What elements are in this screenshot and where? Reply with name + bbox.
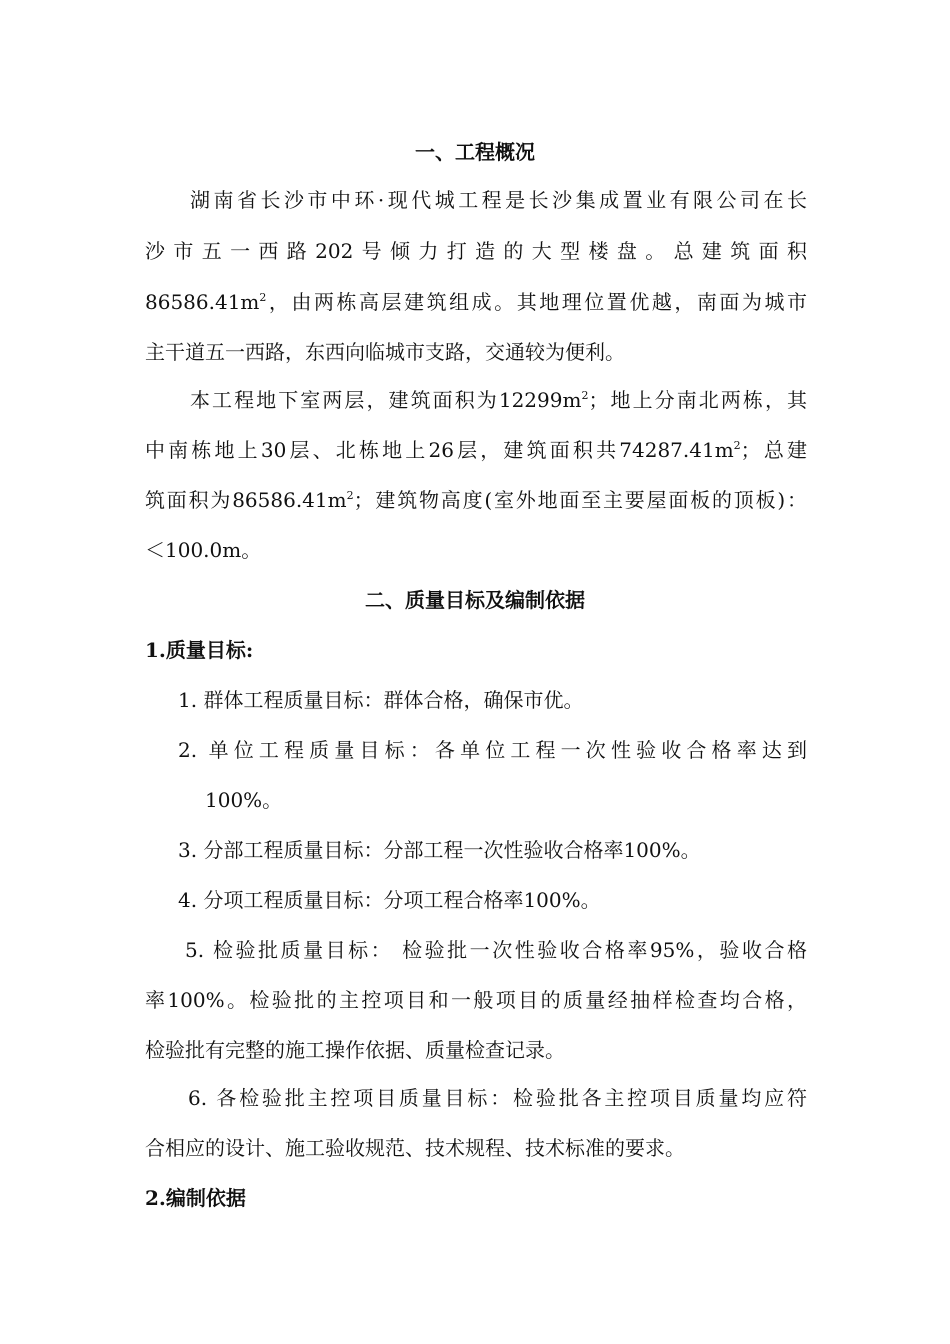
goal-item-5-line-2: 率100%。检验批的主控项目和一般项目的质量经抽样检查均合格， (145, 988, 807, 1012)
superscript-2: 2 (733, 439, 741, 452)
basement-area: 本工程地下室两层，建筑面积为12299m (190, 388, 582, 412)
goal-item-3: 3. 分部工程质量目标：分部工程一次性验收合格率100%。 (178, 838, 701, 862)
para-2-line-1-rest: ；地上分南北两栋，其 (588, 388, 808, 412)
superscript-2: 2 (346, 489, 354, 502)
goal-item-2-line-1: 2. 单位工程质量目标：各单位工程一次性验收合格率达到 (178, 738, 807, 762)
para-2-line-2-rest: ；总建 (740, 438, 808, 462)
para-1-line-1: 湖南省长沙市中环·现代城工程是长沙集成置业有限公司在长 (190, 188, 807, 212)
para-1-line-4: 主干道五一西路，东西向临城市支路，交通较为便利。 (145, 340, 625, 364)
basis-subheading: 2.编制依据 (145, 1186, 246, 1210)
goal-item-5-line-3: 检验批有完整的施工操作依据、质量检查记录。 (145, 1038, 565, 1062)
para-1-line-3-rest: ，由两栋高层建筑组成。其地理位置优越，南面为城市 (266, 290, 807, 314)
total-area: 筑面积为86586.41m (145, 488, 347, 512)
section-1-heading: 一、工程概况 (415, 140, 535, 164)
goal-item-5-line-1: 5. 检验批质量目标： 检验批一次性验收合格率95%，验收合格 (185, 938, 807, 962)
para-2-line-1 (190, 386, 807, 414)
para-2-line-3 (145, 486, 807, 514)
goal-item-4: 4. 分项工程质量目标：分项工程合格率100%。 (178, 888, 601, 912)
para-2-line-3-rest: ；建筑物高度(室外地面至主要屋面板的顶板)： (353, 488, 807, 512)
above-ground-area: 中南栋地上30层、北栋地上26层，建筑面积共74287.41m (145, 438, 734, 462)
goal-item-1: 1. 群体工程质量目标：群体合格，确保市优。 (178, 688, 584, 712)
goal-item-2-line-2: 100%。 (205, 788, 283, 812)
goal-item-6-line-1: 6. 各检验批主控项目质量目标：检验批各主控项目质量均应符 (188, 1086, 807, 1110)
para-2-line-4: ＜100.0m。 (145, 538, 262, 562)
superscript-2: 2 (581, 389, 589, 402)
para-2-line-2 (145, 436, 807, 464)
superscript-2: 2 (259, 291, 267, 304)
area-value: 86586.41m (145, 290, 260, 314)
quality-goal-subheading: 1.质量目标: (145, 638, 254, 662)
goal-item-6-line-2: 合相应的设计、施工验收规范、技术规程、技术标准的要求。 (145, 1136, 685, 1160)
para-1-line-3 (145, 288, 807, 316)
para-1-line-2: 沙市五一西路202号倾力打造的大型楼盘。总建筑面积 (145, 239, 807, 263)
section-2-heading: 二、质量目标及编制依据 (365, 588, 585, 612)
